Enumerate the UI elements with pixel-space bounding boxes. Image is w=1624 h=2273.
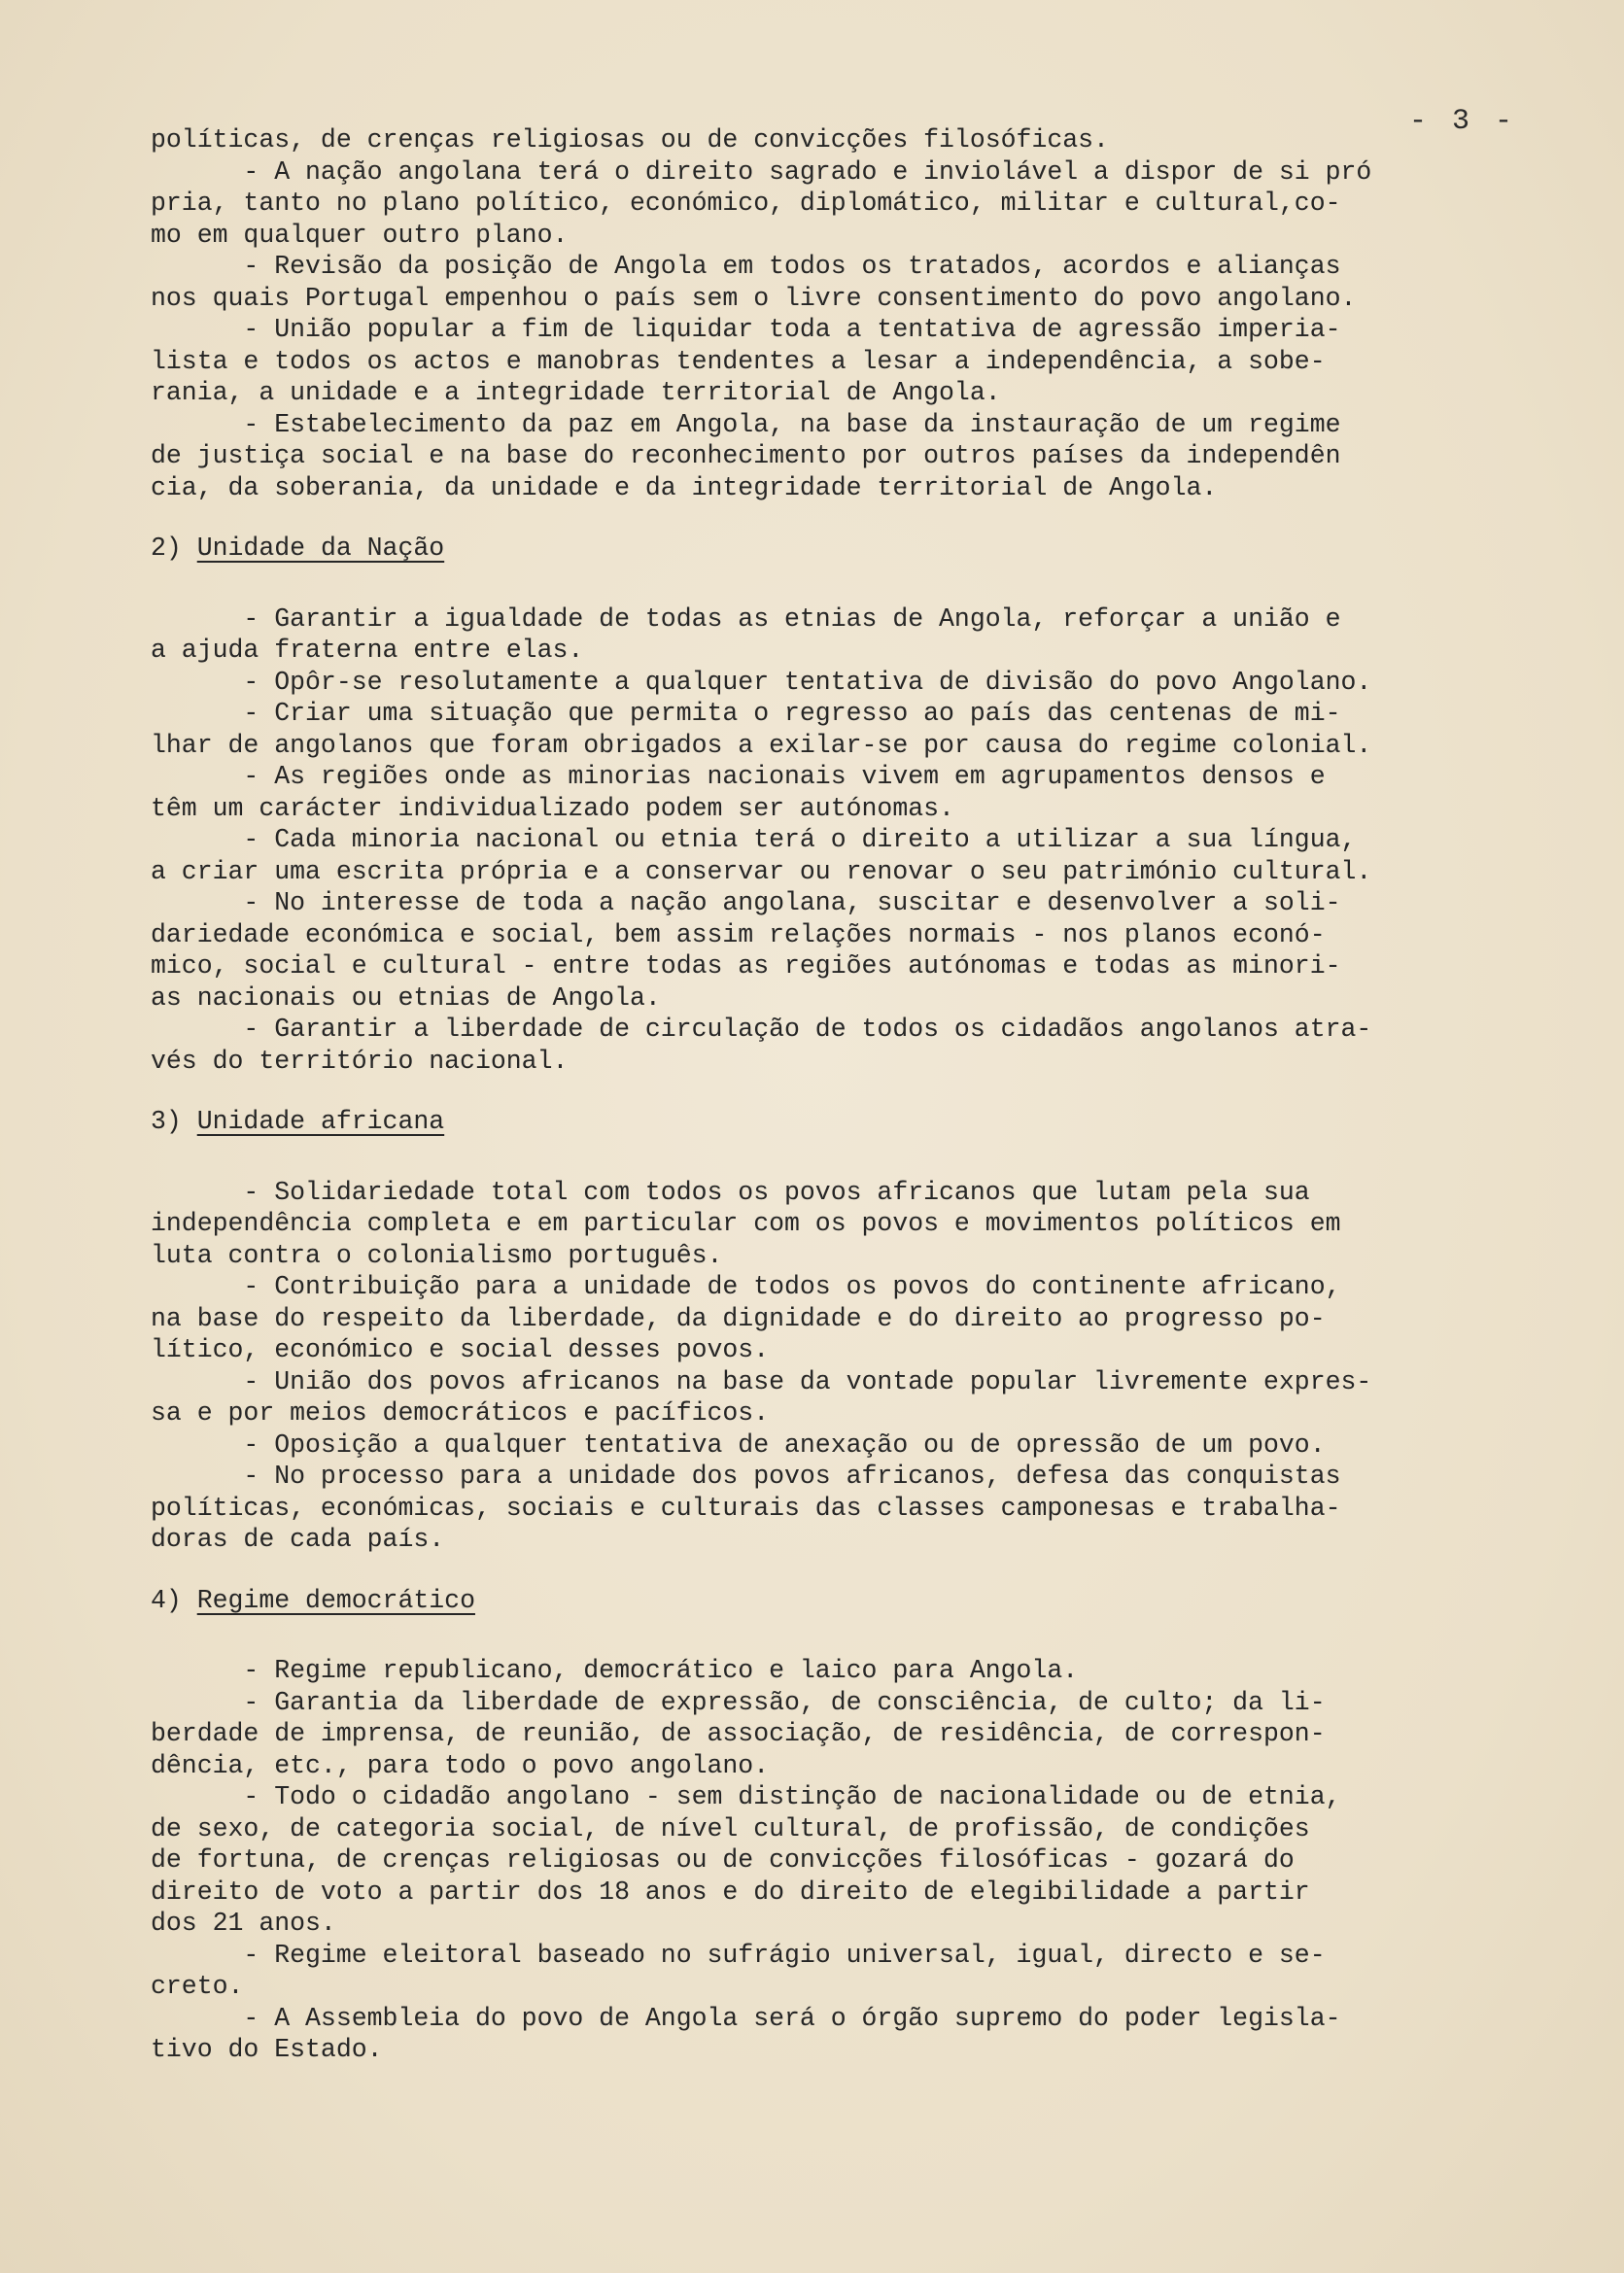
text-line: - União popular a fim de liquidar toda a tentativa de agressão imperia- <box>151 315 1341 344</box>
text-line: vés do território nacional. <box>151 1046 569 1076</box>
text-line: sa e por meios democráticos e pacíficos. <box>151 1398 770 1428</box>
text-line: políticas, de crenças religiosas ou de convicções filosóficas. <box>151 125 1109 155</box>
text-line: - Garantia da liberdade de expressão, de consciência, de culto; da li- <box>151 1687 1326 1717</box>
text-line: mo em qualquer outro plano. <box>151 220 569 250</box>
text-line: nos quais Portugal empenhou o país sem o livre consentimento do povo angolano. <box>151 283 1357 313</box>
text-line: cia, da soberania, da unidade e da integridade territorial de Angola. <box>151 472 1218 502</box>
text-line: - Todo o cidadão angolano - sem distinção de nacionalidade ou de etnia, <box>151 1782 1341 1811</box>
text-line: de fortuna, de crenças religiosas ou de convicções filosóficas - gozará do <box>151 1845 1295 1875</box>
text-line: as nacionais ou etnias de Angola. <box>151 982 661 1013</box>
text-line: - No interesse de toda a nação angolana, suscitar e desenvolver a soli- <box>151 888 1341 917</box>
text-line: têm um carácter individualizado podem ser autónomas. <box>151 793 954 823</box>
text-line: dariedade económica e social, bem assim relações normais - nos planos econó- <box>151 919 1326 949</box>
text-line: - Regime eleitoral baseado no sufrágio universal, igual, directo e se- <box>151 1940 1326 1970</box>
section-heading <box>151 533 1550 565</box>
text-line: - Estabelecimento da paz em Angola, na base da instauração de um regime <box>151 409 1341 439</box>
text-line: - A nação angolana terá o direito sagrado e inviolável a dispor de si pró <box>151 156 1372 187</box>
section-heading <box>151 1106 1550 1138</box>
section-number: 3) <box>151 1107 197 1136</box>
text-line: a ajuda fraterna entre elas. <box>151 636 584 665</box>
text-line: direito de voto a partir dos 18 anos e do direito de elegibilidade a partir <box>151 1877 1310 1907</box>
text-line: lhar de angolanos que foram obrigados a exilar-se por causa do regime colonial. <box>151 730 1372 760</box>
page-number: - 3 - <box>1409 105 1517 138</box>
section-number: 2) <box>151 534 197 563</box>
text-line: a criar uma escrita própria e a conservar ou renovar o seu património cultural. <box>151 856 1372 886</box>
text-line: - Garantir a liberdade de circulação de todos os cidadãos angolanos atra- <box>151 1015 1372 1044</box>
document-body <box>151 124 1550 2066</box>
text-line: de justiça social e na base do reconhecimento por outros países da independên <box>151 441 1341 470</box>
text-line: berdade de imprensa, de reunião, de associação, de residência, de correspon- <box>151 1719 1326 1748</box>
section-title: Unidade africana <box>196 1107 445 1136</box>
text-line: - Revisão da posição de Angola em todos os tratados, acordos e alianças <box>151 252 1341 281</box>
text-line: - Opôr-se resolutamente a qualquer tentativa de divisão do povo Angolano. <box>151 667 1372 697</box>
text-line: - Garantir a igualdade de todas as etnias de Angola, reforçar a união e <box>151 603 1341 634</box>
text-line: lista e todos os actos e manobras tendentes a lesar a independência, a sobe- <box>151 346 1326 376</box>
text-line: creto. <box>151 1972 244 2001</box>
text-line: - No processo para a unidade dos povos africanos, defesa das conquistas <box>151 1462 1341 1491</box>
text-line: pria, tanto no plano político, económico, diplomático, militar e cultural,co- <box>151 189 1341 218</box>
section-title: Regime democrático <box>196 1585 475 1615</box>
text-line: doras de cada país. <box>151 1525 445 1554</box>
text-line: independência completa e em particular com os povos e movimentos políticos em <box>151 1209 1341 1238</box>
text-line: políticas, económicas, sociais e culturais das classes camponesas e trabalha- <box>151 1493 1341 1523</box>
text-line: - Regime republicano, democrático e laico para Angola. <box>151 1656 1079 1685</box>
text-line: lítico, económico e social desses povos. <box>151 1335 770 1364</box>
text-line: - Contribuição para a unidade de todos os povos do continente africano, <box>151 1272 1341 1301</box>
text-line: - Cada minoria nacional ou etnia terá o direito a utilizar a sua língua, <box>151 825 1357 854</box>
text-line: dência, etc., para todo o povo angolano. <box>151 1750 770 1780</box>
text-line: - Criar uma situação que permita o regresso ao país das centenas de mi- <box>151 699 1341 728</box>
text-line: luta contra o colonialismo português. <box>151 1240 723 1270</box>
section-heading <box>151 1585 1550 1617</box>
text-line: - As regiões onde as minorias nacionais vivem em agrupamentos densos e <box>151 762 1326 791</box>
text-line: - Oposição a qualquer tentativa de anexação ou de opressão de um povo. <box>151 1429 1326 1460</box>
text-line: de sexo, de categoria social, de nível cultural, de profissão, de condições <box>151 1813 1310 1843</box>
section-number: 4) <box>151 1585 197 1615</box>
text-line: mico, social e cultural - entre todas as regiões autónomas e todas as minori- <box>151 951 1341 981</box>
text-line: rania, a unidade e a integridade territorial de Angola. <box>151 378 1001 407</box>
text-line: tivo do Estado. <box>151 2035 383 2064</box>
text-line: - Solidariedade total com todos os povos africanos que lutam pela sua <box>151 1177 1310 1207</box>
text-line: na base do respeito da liberdade, da dignidade e do direito ao progresso po- <box>151 1303 1326 1333</box>
text-line: - A Assembleia do povo de Angola será o órgão supremo do poder legisla- <box>151 2003 1341 2033</box>
text-line: dos 21 anos. <box>151 1909 336 1938</box>
section-title: Unidade da Nação <box>196 534 445 563</box>
text-line: - União dos povos africanos na base da vontade popular livremente expres- <box>151 1366 1372 1396</box>
